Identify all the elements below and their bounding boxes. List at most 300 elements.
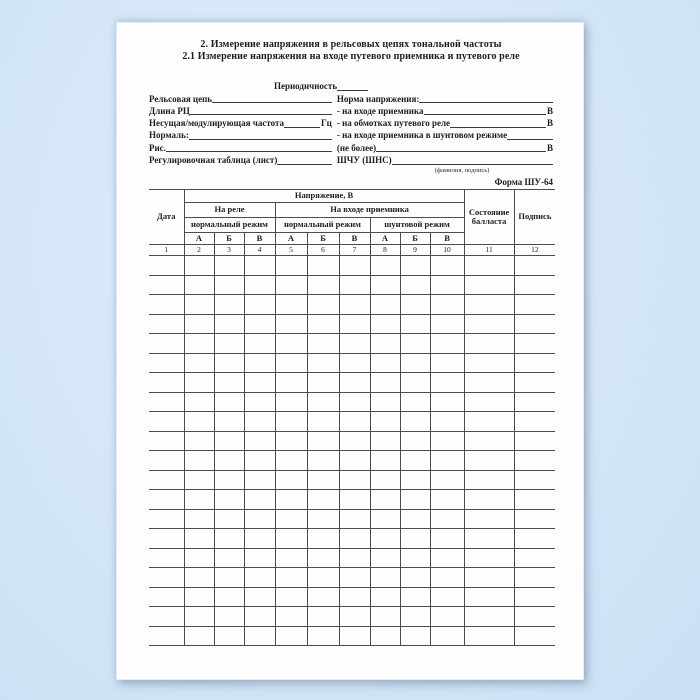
table-cell xyxy=(149,431,184,451)
col-phase-v: В xyxy=(339,233,370,245)
table-cell xyxy=(275,509,307,529)
table-cell xyxy=(244,295,275,315)
col-phase-b: Б xyxy=(400,233,430,245)
table-cell xyxy=(244,353,275,373)
table-cell xyxy=(244,587,275,607)
field-normal-blank xyxy=(189,139,332,140)
table-cell xyxy=(244,626,275,646)
col-phase-b: Б xyxy=(307,233,339,245)
table-row xyxy=(149,587,555,607)
table-cell xyxy=(514,334,555,354)
table-cell xyxy=(307,314,339,334)
col-phase-v: В xyxy=(430,233,464,245)
table-cell xyxy=(464,587,514,607)
table-cell xyxy=(430,548,464,568)
table-cell xyxy=(370,626,400,646)
table-cell xyxy=(370,509,400,529)
table-cell xyxy=(430,392,464,412)
table-cell xyxy=(214,529,244,549)
table-cell xyxy=(149,353,184,373)
col-header-date: Дата xyxy=(149,190,184,245)
field-row-figure xyxy=(149,141,553,153)
table-cell xyxy=(339,373,370,393)
col-group-receiver: На входе приемника xyxy=(275,203,464,218)
table-cell xyxy=(514,568,555,588)
table-cell xyxy=(275,451,307,471)
table-cell xyxy=(307,568,339,588)
col-phase-a: А xyxy=(184,233,214,245)
field-relay-windings-unit: В xyxy=(546,118,553,129)
table-cell xyxy=(464,353,514,373)
table-cell xyxy=(339,256,370,276)
field-shchu-blank xyxy=(392,164,553,165)
field-normal-label: Нормаль: xyxy=(149,130,189,141)
table-cell xyxy=(339,275,370,295)
field-rc-length-label: Длина РЦ xyxy=(149,105,190,116)
table-cell xyxy=(370,568,400,588)
table-cell xyxy=(184,451,214,471)
table-cell xyxy=(370,607,400,627)
table-cell xyxy=(339,587,370,607)
table-cell xyxy=(430,353,464,373)
table-cell xyxy=(149,314,184,334)
table-cell xyxy=(214,275,244,295)
table-cell xyxy=(464,509,514,529)
table-cell xyxy=(339,470,370,490)
table-row xyxy=(149,607,555,627)
table-cell xyxy=(339,314,370,334)
table-cell xyxy=(514,490,555,510)
table-cell xyxy=(430,373,464,393)
table-row xyxy=(149,392,555,412)
table-cell xyxy=(184,529,214,549)
table-row xyxy=(149,256,555,276)
field-frequency-label: Несущая/модулирующая частота xyxy=(149,118,285,129)
table-cell xyxy=(370,353,400,373)
table-cell xyxy=(184,275,214,295)
col-number: 10 xyxy=(430,245,464,256)
table-cell xyxy=(464,568,514,588)
table-cell xyxy=(464,392,514,412)
table-cell xyxy=(184,373,214,393)
col-header-signature: Подпись xyxy=(514,190,555,245)
table-cell xyxy=(214,548,244,568)
table-cell xyxy=(400,431,430,451)
table-cell xyxy=(370,548,400,568)
table-row xyxy=(149,529,555,549)
field-periodicity-blank xyxy=(337,90,368,91)
table-row xyxy=(149,373,555,393)
col-mode-relay-normal: нормальный режим xyxy=(184,218,275,233)
table-cell xyxy=(244,509,275,529)
table-cell xyxy=(400,451,430,471)
col-phase-a: А xyxy=(275,233,307,245)
field-no-more-blank xyxy=(376,151,546,152)
col-number: 4 xyxy=(244,245,275,256)
field-voltage-norm-blank xyxy=(419,102,553,103)
table-cell xyxy=(244,568,275,588)
table-cell xyxy=(275,607,307,627)
table-cell xyxy=(275,626,307,646)
table-cell xyxy=(514,295,555,315)
field-row-frequency xyxy=(149,117,553,129)
table-cell xyxy=(307,392,339,412)
table-cell xyxy=(339,548,370,568)
field-row-rail-circuit xyxy=(149,92,553,104)
col-number: 1 xyxy=(149,245,184,256)
table-cell xyxy=(400,334,430,354)
table-cell xyxy=(307,256,339,276)
table-row xyxy=(149,568,555,588)
table-cell xyxy=(370,392,400,412)
table-cell xyxy=(275,392,307,412)
field-no-more-unit: В xyxy=(546,142,553,153)
table-cell xyxy=(214,256,244,276)
table-cell xyxy=(149,607,184,627)
table-cell xyxy=(149,275,184,295)
table-cell xyxy=(430,529,464,549)
table-cell xyxy=(514,392,555,412)
table-cell xyxy=(244,392,275,412)
field-figure-blank xyxy=(166,151,332,152)
table-cell xyxy=(307,431,339,451)
table-cell xyxy=(339,607,370,627)
field-regulation-table-label: Регулировочная таблица (лист) xyxy=(149,155,278,166)
field-frequency-unit: Гц xyxy=(320,118,332,129)
table-cell xyxy=(307,490,339,510)
table-cell xyxy=(514,587,555,607)
table-cell xyxy=(275,412,307,432)
table-cell xyxy=(400,412,430,432)
table-cell xyxy=(275,587,307,607)
table-cell xyxy=(214,314,244,334)
table-cell xyxy=(430,275,464,295)
table-cell xyxy=(400,256,430,276)
field-shunt-mode-input-label: - на входе приемника в шунтовом режиме xyxy=(336,130,508,141)
table-cell xyxy=(244,490,275,510)
table-cell xyxy=(307,548,339,568)
table-cell xyxy=(370,275,400,295)
col-number: 9 xyxy=(400,245,430,256)
form-title-line1: 2. Измерение напряжения в рельсовых цепях тональной частоты xyxy=(200,39,502,50)
field-periodicity xyxy=(274,80,365,92)
table-cell xyxy=(339,529,370,549)
table-cell xyxy=(275,373,307,393)
table-cell xyxy=(275,353,307,373)
table-cell xyxy=(339,568,370,588)
table-cell xyxy=(400,607,430,627)
table-cell xyxy=(430,431,464,451)
table-cell xyxy=(307,373,339,393)
table-row xyxy=(149,509,555,529)
table-cell xyxy=(464,490,514,510)
field-regulation-table-blank xyxy=(277,164,332,165)
table-cell xyxy=(307,470,339,490)
header-row-1 xyxy=(149,190,555,203)
field-frequency-blank xyxy=(284,127,320,128)
table-cell xyxy=(307,295,339,315)
table-cell xyxy=(214,626,244,646)
form-fields-section xyxy=(149,80,553,175)
table-cell xyxy=(149,334,184,354)
table-cell xyxy=(370,295,400,315)
table-cell xyxy=(430,490,464,510)
table-cell xyxy=(400,626,430,646)
form-sheet xyxy=(116,22,584,680)
table-cell xyxy=(400,353,430,373)
col-mode-receiver-normal: нормальный режим xyxy=(275,218,370,233)
table-cell xyxy=(400,275,430,295)
table-cell xyxy=(514,451,555,471)
table-cell xyxy=(514,373,555,393)
table-cell xyxy=(214,295,244,315)
table-cell xyxy=(307,509,339,529)
table-cell xyxy=(275,470,307,490)
table-cell xyxy=(370,412,400,432)
col-phase-v: В xyxy=(244,233,275,245)
table-cell xyxy=(370,373,400,393)
table-cell xyxy=(184,256,214,276)
table-cell xyxy=(184,353,214,373)
col-number: 5 xyxy=(275,245,307,256)
table-row xyxy=(149,314,555,334)
table-cell xyxy=(464,470,514,490)
table-cell xyxy=(339,451,370,471)
field-receiver-input-unit: В xyxy=(546,105,553,116)
table-cell xyxy=(339,295,370,315)
table-cell xyxy=(464,412,514,432)
table-cell xyxy=(400,314,430,334)
field-shchu-label: ШЧУ (ШНС) xyxy=(336,155,392,166)
table-cell xyxy=(275,314,307,334)
field-periodicity-label: Периодичность xyxy=(274,81,338,92)
table-cell xyxy=(430,607,464,627)
measurement-table xyxy=(149,189,555,646)
table-cell xyxy=(214,607,244,627)
table-cell xyxy=(464,607,514,627)
table-cell xyxy=(214,451,244,471)
col-mode-receiver-shunt: шунтовой режим xyxy=(370,218,464,233)
table-cell xyxy=(400,490,430,510)
table-row xyxy=(149,412,555,432)
table-cell xyxy=(430,412,464,432)
field-rail-circuit-label: Рельсовая цепь xyxy=(149,93,213,104)
table-cell xyxy=(464,626,514,646)
table-cell xyxy=(339,509,370,529)
col-header-ballast: Состояние балласта xyxy=(464,190,514,245)
table-row xyxy=(149,295,555,315)
table-cell xyxy=(184,412,214,432)
table-cell xyxy=(400,568,430,588)
table-cell xyxy=(307,626,339,646)
table-cell xyxy=(514,548,555,568)
col-group-voltage: Напряжение, В xyxy=(184,190,464,203)
table-cell xyxy=(214,568,244,588)
table-row xyxy=(149,275,555,295)
table-cell xyxy=(514,256,555,276)
table-cell xyxy=(430,470,464,490)
table-cell xyxy=(400,392,430,412)
table-cell xyxy=(514,353,555,373)
table-cell xyxy=(244,314,275,334)
table-cell xyxy=(430,587,464,607)
table-cell xyxy=(149,373,184,393)
table-cell xyxy=(149,392,184,412)
table-cell xyxy=(184,334,214,354)
table-cell xyxy=(184,490,214,510)
table-cell xyxy=(307,529,339,549)
table-cell xyxy=(400,470,430,490)
table-cell xyxy=(214,392,244,412)
table-cell xyxy=(184,607,214,627)
table-cell xyxy=(244,607,275,627)
form-code: Форма ШУ-64 xyxy=(494,177,553,188)
table-cell xyxy=(430,568,464,588)
table-cell xyxy=(307,451,339,471)
signature-note: (фамилия, подпись) xyxy=(434,167,490,175)
table-body xyxy=(149,256,555,646)
table-cell xyxy=(184,295,214,315)
table-cell xyxy=(275,548,307,568)
table-cell xyxy=(244,412,275,432)
table-cell xyxy=(430,314,464,334)
col-group-relay: На реле xyxy=(184,203,275,218)
table-cell xyxy=(464,256,514,276)
table-cell xyxy=(184,626,214,646)
table-cell xyxy=(464,431,514,451)
col-number: 2 xyxy=(184,245,214,256)
col-number: 12 xyxy=(514,245,555,256)
form-title-line2: 2.1 Измерение напряжения на входе путевого приемника и путевого реле xyxy=(182,51,520,62)
table-cell xyxy=(244,334,275,354)
table-row xyxy=(149,431,555,451)
table-cell xyxy=(514,431,555,451)
table-cell xyxy=(430,509,464,529)
table-cell xyxy=(184,470,214,490)
table-cell xyxy=(370,451,400,471)
table-cell xyxy=(339,392,370,412)
table-cell xyxy=(430,256,464,276)
table-cell xyxy=(184,587,214,607)
table-cell xyxy=(275,295,307,315)
table-cell xyxy=(244,548,275,568)
table-cell xyxy=(464,373,514,393)
table-cell xyxy=(464,334,514,354)
table-cell xyxy=(149,509,184,529)
table-cell xyxy=(184,392,214,412)
table-cell xyxy=(370,490,400,510)
table-cell xyxy=(370,256,400,276)
table-cell xyxy=(370,529,400,549)
table-cell xyxy=(149,626,184,646)
table-cell xyxy=(214,431,244,451)
table-cell xyxy=(464,548,514,568)
table-cell xyxy=(400,548,430,568)
table-cell xyxy=(370,470,400,490)
table-cell xyxy=(184,509,214,529)
table-cell xyxy=(307,334,339,354)
table-cell xyxy=(244,470,275,490)
col-number: 7 xyxy=(339,245,370,256)
table-cell xyxy=(514,509,555,529)
table-cell xyxy=(514,314,555,334)
table-cell xyxy=(400,529,430,549)
field-no-more-label: (не более) xyxy=(336,142,377,153)
table-row xyxy=(149,548,555,568)
table-cell xyxy=(464,275,514,295)
field-row-regulation-table xyxy=(149,154,553,166)
table-cell xyxy=(214,587,244,607)
table-cell xyxy=(214,373,244,393)
table-cell xyxy=(184,548,214,568)
table-cell xyxy=(400,509,430,529)
table-cell xyxy=(339,431,370,451)
table-cell xyxy=(339,334,370,354)
table-cell xyxy=(464,529,514,549)
table-cell xyxy=(149,587,184,607)
table-cell xyxy=(275,334,307,354)
table-cell xyxy=(464,295,514,315)
table-cell xyxy=(400,373,430,393)
table-cell xyxy=(514,607,555,627)
table-cell xyxy=(275,529,307,549)
table-row xyxy=(149,334,555,354)
table-cell xyxy=(244,529,275,549)
table-cell xyxy=(149,490,184,510)
table-cell xyxy=(149,295,184,315)
field-shunt-mode-input-blank xyxy=(507,139,553,140)
table-cell xyxy=(514,470,555,490)
col-number: 3 xyxy=(214,245,244,256)
field-figure-label: Рис. xyxy=(149,142,166,153)
table-cell xyxy=(214,334,244,354)
table-cell xyxy=(400,295,430,315)
table-cell xyxy=(244,451,275,471)
header-row-numbers xyxy=(149,245,555,256)
table-cell xyxy=(514,626,555,646)
table-cell xyxy=(244,431,275,451)
table-cell xyxy=(307,275,339,295)
table-cell xyxy=(149,568,184,588)
field-relay-windings-label: - на обмотках путевого реле xyxy=(336,118,451,129)
table-cell xyxy=(275,568,307,588)
table-cell xyxy=(214,412,244,432)
table-cell xyxy=(307,353,339,373)
table-cell xyxy=(370,314,400,334)
table-cell xyxy=(149,470,184,490)
field-receiver-input-blank xyxy=(424,114,546,115)
table-cell xyxy=(244,256,275,276)
table-cell xyxy=(214,470,244,490)
col-phase-a: А xyxy=(370,233,400,245)
table-cell xyxy=(275,431,307,451)
table-cell xyxy=(307,607,339,627)
table-cell xyxy=(184,568,214,588)
table-cell xyxy=(149,548,184,568)
table-cell xyxy=(339,626,370,646)
field-row-rc-length xyxy=(149,105,553,117)
table-cell xyxy=(430,295,464,315)
table-cell xyxy=(339,490,370,510)
col-number: 8 xyxy=(370,245,400,256)
col-number: 11 xyxy=(464,245,514,256)
table-cell xyxy=(307,412,339,432)
table-cell xyxy=(275,256,307,276)
table-cell xyxy=(214,509,244,529)
table-cell xyxy=(149,256,184,276)
table-cell xyxy=(275,275,307,295)
table-cell xyxy=(430,334,464,354)
